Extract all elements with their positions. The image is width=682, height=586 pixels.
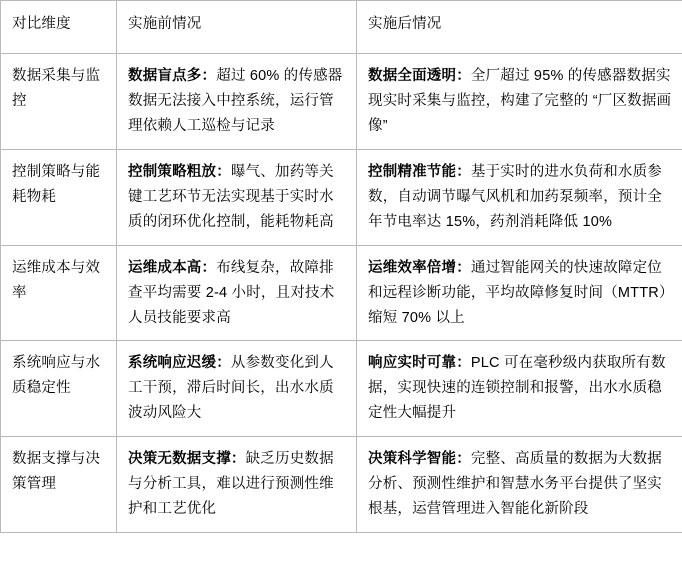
cell-lead-phrase: 运维效率倍增： [368, 259, 471, 276]
cell-before: 数据盲点多：超过 60% 的传感器数据无法接入中控系统，运行管理依赖人工巡检与记录 [117, 54, 357, 150]
table-header [1, 1, 682, 54]
table-row [1, 437, 682, 533]
column-header-dimension: 对比维度 [1, 1, 117, 54]
cell-before: 决策无数据支撑：缺乏历史数据与分析工具，难以进行预测性维护和工艺优化 [117, 437, 357, 533]
cell-lead-phrase: 控制策略粗放： [128, 163, 231, 180]
cell-lead-phrase: 响应实时可靠： [368, 355, 471, 372]
cell-dimension: 系统响应与水质稳定性 [1, 341, 117, 437]
table-header-row [1, 1, 682, 54]
cell-before: 控制策略粗放：曝气、加药等关键工艺环节无法实现基于实时水质的闭环优化控制，能耗物耗高 [117, 149, 357, 245]
table-row [1, 54, 682, 150]
table-row [1, 149, 682, 245]
cell-after: 决策科学智能：完整、高质量的数据为大数据分析、预测性维护和智慧水务平台提供了坚实根基，运营管理进入智能化新阶段 [357, 437, 682, 533]
cell-lead-phrase: 控制精准节能： [368, 163, 471, 180]
cell-lead-phrase: 数据盲点多： [128, 68, 217, 84]
table-body [1, 54, 682, 533]
cell-after: 运维效率倍增：通过智能网关的快速故障定位和远程诊断功能，平均故障修复时间（MTTR）缩短 70% 以上 [357, 245, 682, 341]
cell-after: 响应实时可靠：PLC 可在毫秒级内获取所有数据，实现快速的连锁控制和报警，出水水质稳定性大幅提升 [357, 341, 682, 437]
cell-lead-phrase: 系统响应迟缓： [128, 355, 231, 372]
cell-dimension: 运维成本与效率 [1, 245, 117, 341]
cell-lead-phrase: 决策科学智能： [368, 451, 471, 468]
cell-lead-phrase: 运维成本高： [128, 259, 217, 276]
cell-dimension: 数据支撑与决策管理 [1, 437, 117, 533]
table-row [1, 341, 682, 437]
table-row [1, 245, 682, 341]
column-header-after: 实施后情况 [357, 1, 682, 54]
cell-dimension: 控制策略与能耗物耗 [1, 149, 117, 245]
cell-before: 运维成本高：布线复杂，故障排查平均需要 2-4 小时，且对技术人员技能要求高 [117, 245, 357, 341]
cell-lead-phrase: 决策无数据支撑： [128, 451, 246, 468]
cell-after: 数据全面透明：全厂超过 95% 的传感器数据实现实时采集与监控，构建了完整的 “厂区数据画像” [357, 54, 682, 150]
cell-after: 控制精准节能：基于实时的进水负荷和水质参数，自动调节曝气风机和加药泵频率，预计全年节电率达 15%，药剂消耗降低 10% [357, 149, 682, 245]
cell-dimension: 数据采集与监控 [1, 54, 117, 150]
cell-before: 系统响应迟缓：从参数变化到人工干预，滞后时间长，出水水质波动风险大 [117, 341, 357, 437]
cell-lead-phrase: 数据全面透明： [368, 68, 471, 84]
column-header-before: 实施前情况 [117, 1, 357, 54]
